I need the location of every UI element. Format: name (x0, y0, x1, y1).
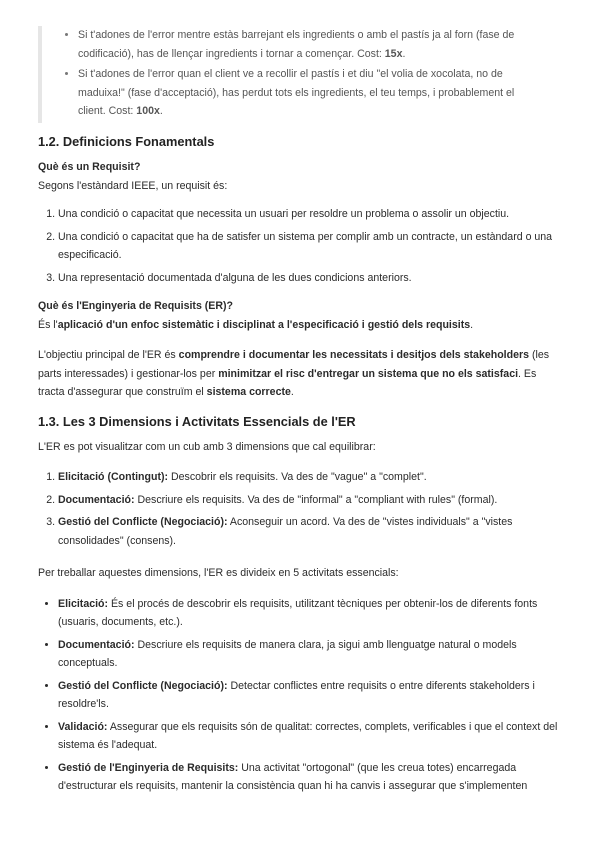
blockquote (38, 26, 540, 123)
list-item: • Gestió del Conflicte (Negociació): Detectar conflictes entre requisits o entre diferents stakeholders i resoldre'ls. (58, 677, 562, 714)
list-item: 1. Una condició o capacitat que necessita un usuari per resoldre un problema o assolir un objectiu. (58, 205, 562, 224)
cost-bullet-list (42, 26, 540, 121)
list-item: • Elicitació: És el procés de descobrir els requisits, utilitzant tècniques per obtenir-los de diferents fonts (usuaris, documents, etc.). (58, 595, 562, 632)
list-item: 3. Gestió del Conflicte (Negociació): Aconseguir un acord. Va des de "vistes individuals" a "vistes consolidades" (consens). (58, 513, 562, 550)
list-item: 3. Una representació documentada d'alguna de les dues condicions anteriors. (58, 269, 562, 288)
list-item: 2. Documentació: Descriure els requisits. Va des de "informal" a "compliant with rules" (formal). (58, 491, 562, 510)
list-item: • Documentació: Descriure els requisits de manera clara, ja sigui amb llenguatge natural o models conceptuals. (58, 636, 562, 673)
list-item: • Si t'adones de l'error mentre estàs barrejant els ingredients o amb el pastís ja al forn (fase de codificació), has de llençar ingredients i tornar a començar. Cost: 15x. (78, 26, 540, 63)
activities-intro: Per treballar aquestes dimensions, l'ER es divideix en 5 activitats essencials: (38, 567, 399, 579)
list-item: 2. Una condició o capacitat que ha de satisfer un sistema per complir amb un contracte, un estàndard o una especificació. (58, 228, 562, 265)
dimensions-intro: L'ER es pot visualitzar com un cub amb 3 dimensions que cal equilibrar: (38, 440, 376, 453)
dimensions-list (38, 468, 562, 550)
er-objective: L'objectiu principal de l'ER és comprendre i documentar les necessitats i desitjos dels stakeholders (les parts interessades) i gestionar-los per minimitzar el risc d'entregar un sistema que no els satisfaci. Es tracta d'assegurar que construïm el sistema correcte. (38, 349, 550, 398)
list-item: 1. Elicitació (Contingut): Descobrir els requisits. Va des de "vague" a "complet". (58, 468, 562, 487)
activities-list (38, 595, 562, 796)
list-item: • Validació: Assegurar que els requisits són de qualitat: correctes, complets, verificables i que el context del sistema és l'adequat. (58, 718, 562, 755)
list-item: • Gestió de l'Enginyeria de Requisits: Una activitat "ortogonal" (que les creua totes) encarregada d'estructurar els requisits, mantenir la consistència quan hi ha canvis i assegurar que s'implementen (58, 759, 562, 796)
question-er: Què és l'Enginyeria de Requisits (ER)? (38, 300, 234, 312)
ieee-intro: Segons l'estàndard IEEE, un requisit és: (38, 179, 228, 192)
question-requisit: Què és un Requisit? (38, 161, 141, 173)
section-heading-1-3: 1.3. Les 3 Dimensions i Activitats Essencials de l'ER (38, 413, 356, 429)
main-content (38, 132, 562, 800)
list-item: • Si t'adones de l'error quan el client ve a recollir el pastís i et diu "el volia de xocolata, no de maduixa!" (fase d'acceptació), has perdut tots els ingredients, el teu temps, i probablement el client. Cost: 100x. (78, 65, 540, 121)
er-definition: És l'aplicació d'un enfoc sistemàtic i disciplinat a l'especificació i gestió dels requisits. (38, 318, 474, 331)
ieee-definition-list (38, 205, 562, 287)
section-heading-1-2: 1.2. Definicions Fonamentals (38, 134, 215, 149)
